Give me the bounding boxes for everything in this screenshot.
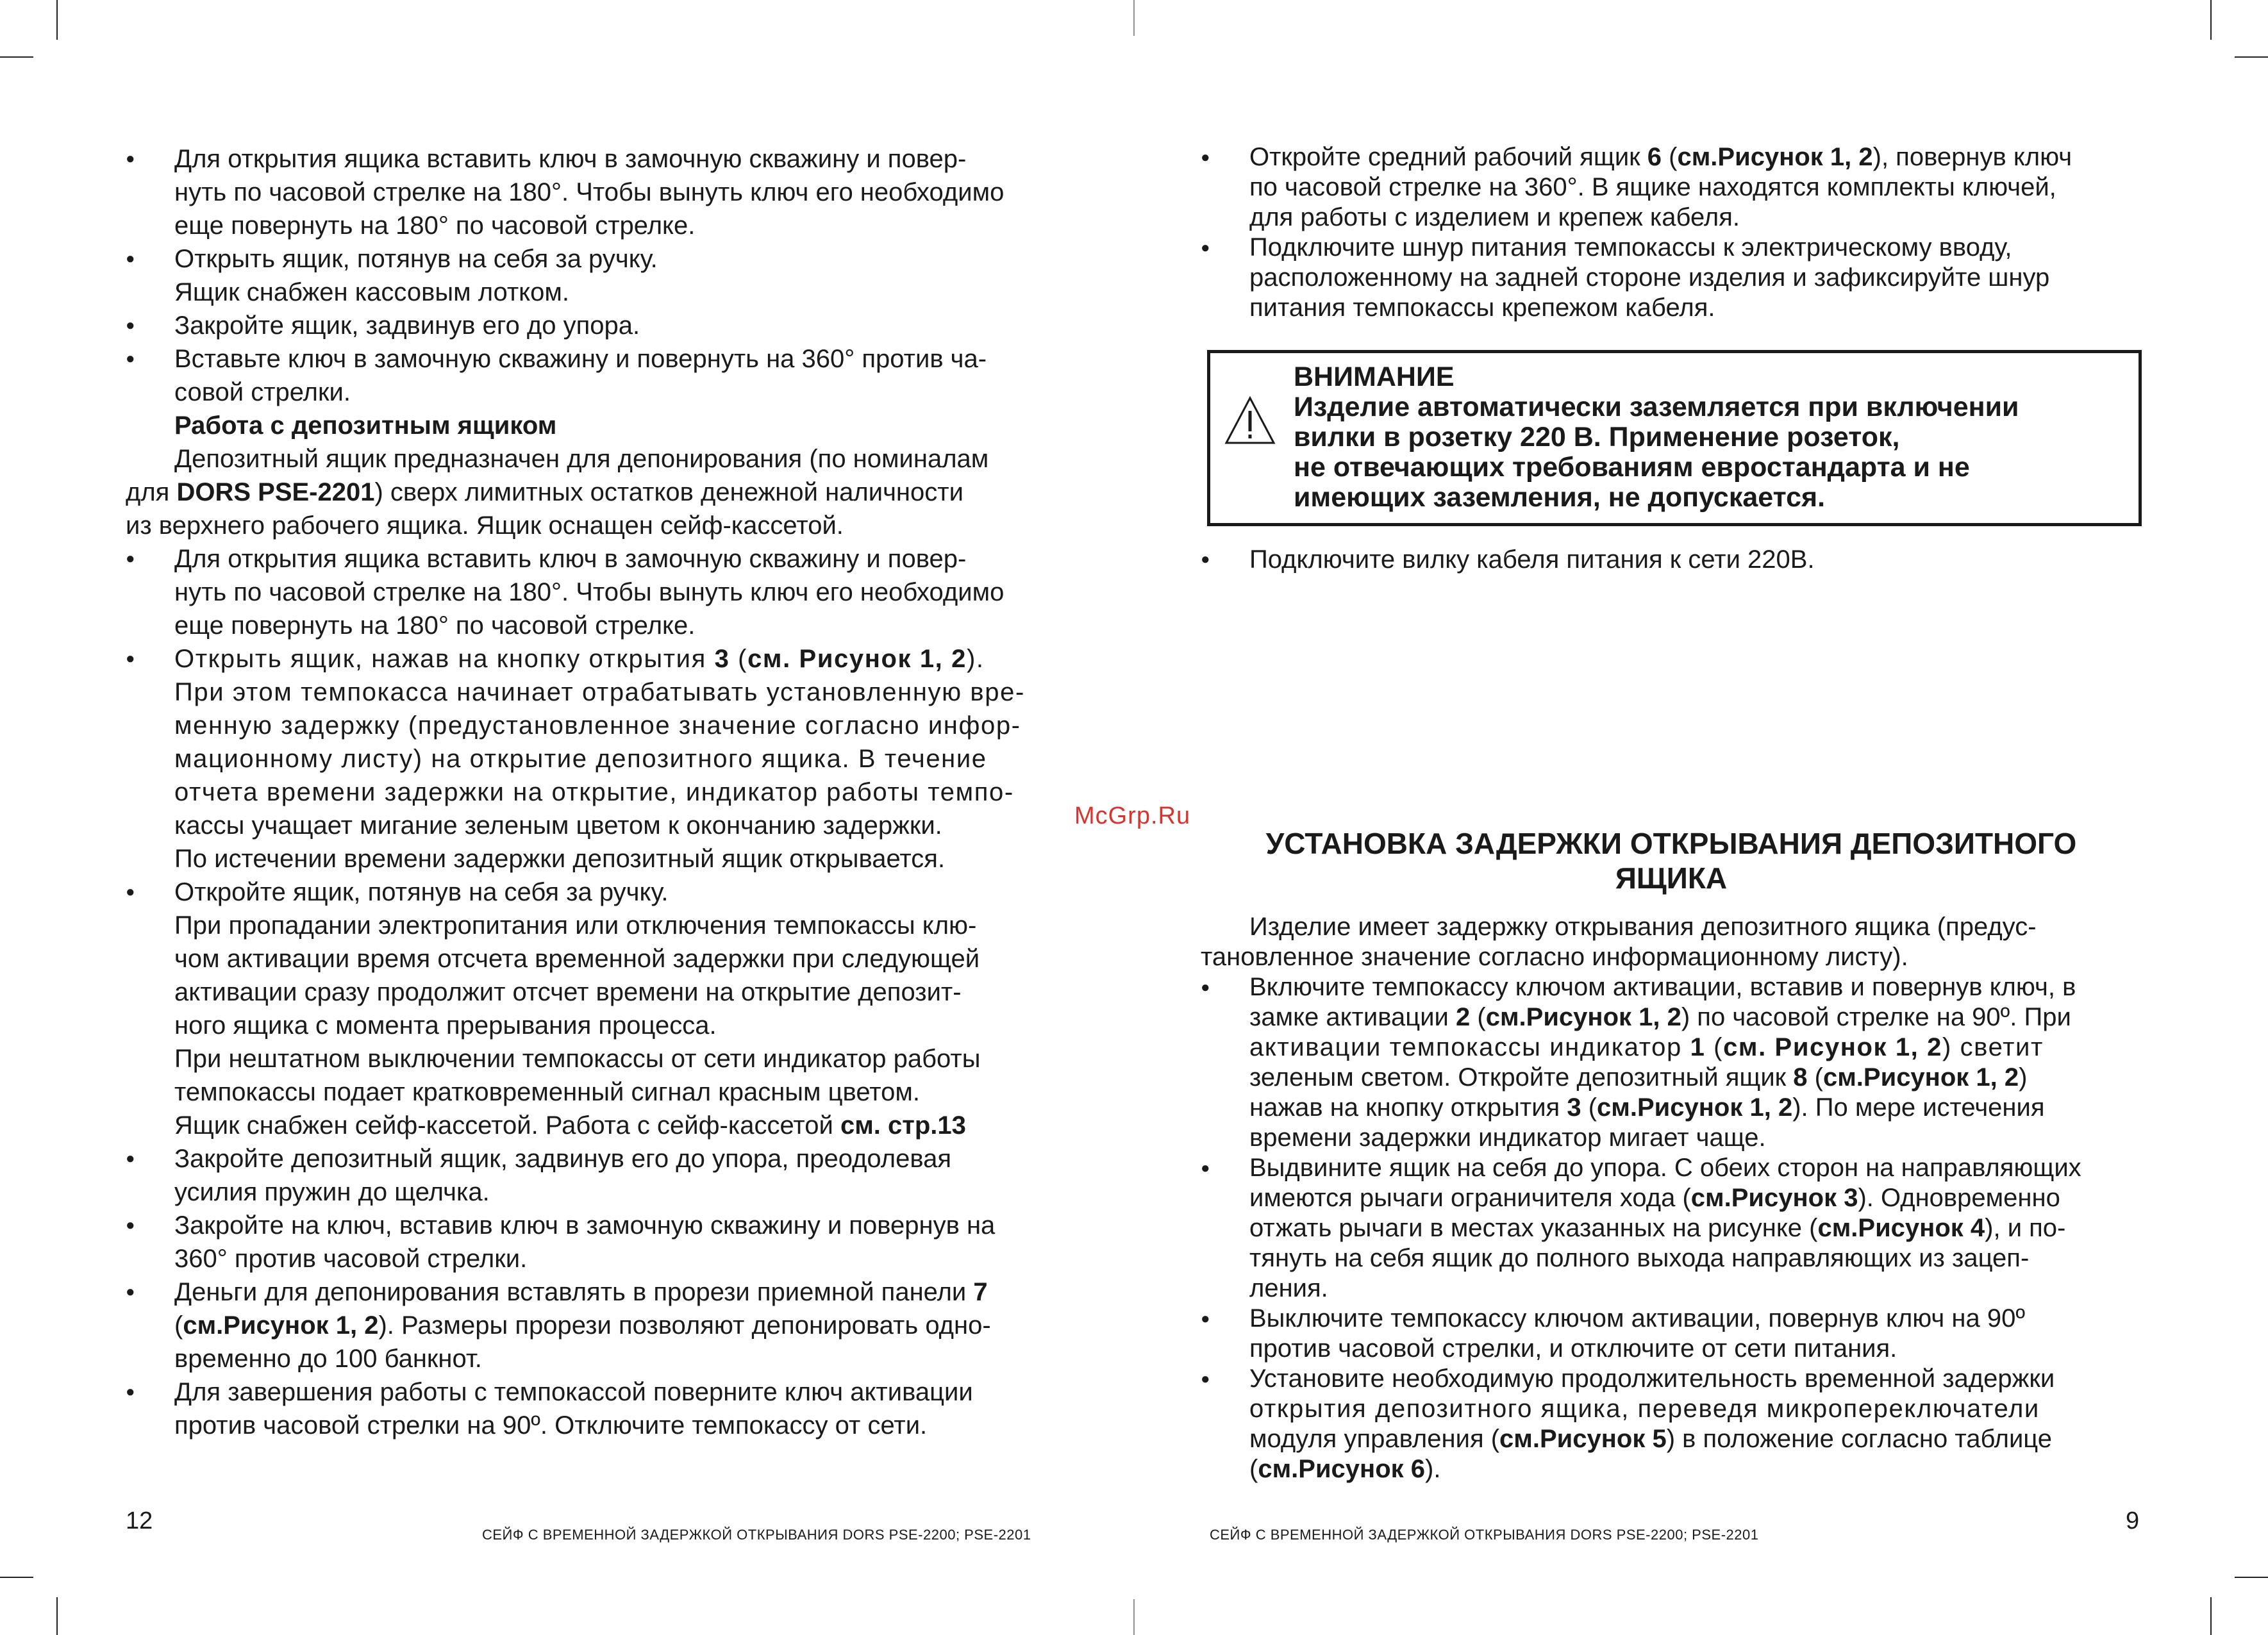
list-item: ● Подключите вилку кабеля питания к сети 220В. — [1201, 543, 2142, 576]
list-item: ● Установите необходимую продолжительность временной задержки открытия депозитного ящика, переведя микропереключатели модуля управления (см.Рисунок 5) в положение согласно таблице (см.Рисунок 6). — [1201, 1364, 2142, 1484]
list-item: ● Откройте ящик, потянув на себя за ручку. При пропадании электропитания или отключения темпокассы клю- чом активации время отсчета временной задержки при следующей активации сразу продолжит отсчет времени на открытие депозит- ного ящика с момента прерывания процесса. При нештатном выключении темпокассы от сети индикатор работы темпокассы подает кратковременный сигнал красным цветом. Ящик снабжен сейф-кассетой. Работа с сейф-кассетой см. стр.13 — [126, 876, 1057, 1142]
right-column — [1201, 142, 2142, 1484]
footer-right: СЕЙФ С ВРЕМЕННОЙ ЗАДЕРЖКОЙ ОТКРЫВАНИЯ DORS PSE-2200; PSE-2201 — [1210, 1527, 1759, 1543]
footer-left: СЕЙФ С ВРЕМЕННОЙ ЗАДЕРЖКОЙ ОТКРЫВАНИЯ DORS PSE-2200; PSE-2201 — [482, 1527, 1031, 1543]
warning-title: ВНИМАНИЕ — [1294, 361, 1455, 392]
list-item: ● Выдвините ящик на себя до упора. С обеих сторон на направляющих имеются рычаги ограничителя хода (см.Рисунок 3). Одновременно отжать рычаги в местах указанных на рисунке (см.Рисунок 4), и по- тянуть на себя ящик до полного выхода направляющих из зацеп- ления. — [1201, 1153, 2142, 1304]
list-item: ● Подключите шнур питания темпокассы к электрическому вводу, расположенному на задней стороне изделия и зафиксируйте шнур питания темпокассы крепежом кабеля. — [1201, 233, 2142, 323]
list-item: ● Включите темпокассу ключом активации, вставив и повернув ключ, в замке активации 2 (см.Рисунок 1, 2) по часовой стрелке на 90º. При активации темпокассы индикатор 1 (см. Рисунок 1, 2) светит зеленым светом. Откройте депозитный ящик 8 (см.Рисунок 1, 2) нажав на кнопку открытия 3 (см.Рисунок 1, 2). По мере истечения времени задержки индикатор мигает чаще. — [1201, 972, 2142, 1153]
watermark: McGrp.Ru — [1074, 802, 1191, 829]
list-item: ● Закройте депозитный ящик, задвинув его до упора, преодолевая усилия пружин до щелчка. — [126, 1142, 1057, 1209]
list-item: ● Для открытия ящика вставить ключ в замочную скважину и повер- нуть по часовой стрелке на 180°. Чтобы вынуть ключ его необходимо еще повернуть на 180° по часовой стрелке. — [126, 542, 1057, 642]
list-item: ● Открыть ящик, потянув на себя за ручку. Ящик снабжен кассовым лотком. — [126, 242, 1057, 309]
page-number-left: 12 — [126, 1507, 153, 1534]
list-item: ● Вставьте ключ в замочную скважину и повернуть на 360° против ча- совой стрелки. — [126, 342, 1057, 409]
list-item: ● Закройте на ключ, вставив ключ в замочную скважину и повернув на 360° против часовой стрелки. — [126, 1209, 1057, 1275]
list-item: ● Откройте средний рабочий ящик 6 (см.Рисунок 1, 2), повернув ключ по часовой стрелке на 360°. В ящике находятся комплекты ключей, для работы с изделием и крепеж кабеля. — [1201, 142, 2142, 233]
warning-triangle-icon — [1224, 395, 1276, 445]
list-item: ● Деньги для депонирования вставлять в прорези приемной панели 7 (см.Рисунок 1, 2). Размеры прорези позволяют депонировать одно- временно до 100 банкнот. — [126, 1275, 1057, 1375]
list-item: ● Закройте ящик, задвинув его до упора. — [126, 309, 1057, 342]
page-number-right: 9 — [2126, 1507, 2140, 1534]
list-item: ● Открыть ящик, нажав на кнопку открытия 3 (см. Рисунок 1, 2). При этом темпокасса начинает отрабатывать установленную вре- менную задержку (предустановленное значение согласно инфор- мационному листу) на открытие депозитного ящика. В течение отчета времени задержки на открытие, индикатор работы темпо- кассы учащает мигание зеленым цветом к окончанию задержки. По истечении времени задержки депозитный ящик открывается. — [126, 642, 1057, 876]
left-column — [126, 142, 1057, 1442]
paragraph: Депозитный ящик предназначен для депонирования (по номиналам для DORS PSE-2201) сверх лимитных остатков денежной наличности из верхнего рабочего ящика. Ящик оснащен сейф-кассетой. — [126, 445, 989, 540]
section-title: УСТАНОВКА ЗАДЕРЖКИ ОТКРЫВАНИЯ ДЕПОЗИТНОГО ЯЩИКА — [1265, 827, 2077, 895]
list-item: ● Для завершения работы с темпокассой поверните ключ активации против часовой стрелки на 90º. Отключите темпокассу от сети. — [126, 1375, 1057, 1442]
list-item: ● Выключите темпокассу ключом активации, повернув ключ на 90º против часовой стрелки, и отключите от сети питания. — [1201, 1304, 2142, 1364]
paragraph: Изделие имеет задержку открывания депозитного ящика (предус- тановленное значение согласно информационному листу). — [1201, 913, 2037, 971]
subheading: Работа с депозитным ящиком — [174, 411, 557, 440]
warning-box: ВНИМАНИЕ Изделие автоматически заземляется при включении вилки в розетку 220 В. Применение розеток, не отвечающих требованиям евростандарта и не имеющих заземления, не допускается. — [1207, 350, 2142, 526]
list-item: ● Для открытия ящика вставить ключ в замочную скважину и повер- нуть по часовой стрелке на 180°. Чтобы вынуть ключ его необходимо еще повернуть на 180° по часовой стрелке. — [126, 142, 1057, 242]
